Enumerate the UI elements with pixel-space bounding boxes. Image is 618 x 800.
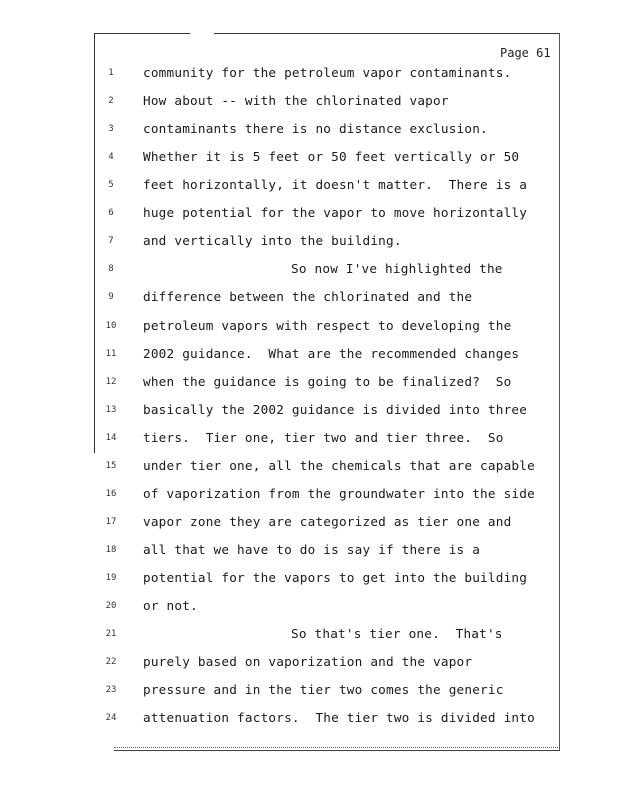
transcript-line [0,65,618,85]
line-number: 8 [108,264,114,275]
line-number: 11 [105,348,117,359]
border-top-right [214,33,560,34]
line-text: of vaporization from the groundwater into the side [143,485,535,501]
line-number: 17 [105,516,117,527]
line-text: potential for the vapors to get into the building [143,569,528,585]
line-text: contaminants there is no distance exclusion. [143,121,488,137]
line-text: So now I've highlighted the [291,261,503,277]
line-number: 16 [105,488,117,499]
transcript-line [0,402,618,422]
line-text: How about -- with the chlorinated vapor [143,93,449,108]
line-number: 15 [105,460,117,471]
line-number: 20 [105,601,117,611]
line-number: 14 [105,432,117,443]
line-number: 22 [105,657,117,668]
transcript-line [0,149,618,169]
line-number: 5 [108,180,114,191]
line-text: tiers. Tier one, tier two and tier three. So [143,429,504,445]
line-number: 2 [108,96,114,106]
transcript-line [0,626,618,646]
line-text: difference between the chlorinated and the [143,289,473,305]
line-number: 9 [108,292,114,303]
transcript-line [0,318,618,338]
line-number: 23 [105,685,117,696]
line-text: when the guidance is going to be finalized? So [143,373,512,389]
line-text: 2002 guidance. What are the recommended changes [143,345,520,361]
transcript-line [0,261,618,281]
transcript-line [0,542,618,562]
transcript-line [0,93,618,113]
transcript-line [0,654,618,674]
line-number: 3 [108,124,114,135]
transcript-line [0,570,618,590]
line-number: 7 [108,236,114,247]
line-number: 21 [105,629,117,639]
line-text: vapor zone they are categorized as tier one and [143,513,512,529]
page-number: Page 61 [500,46,551,60]
line-text: community for the petroleum vapor contaminants. [143,65,512,80]
transcript-line [0,121,618,141]
line-number: 10 [105,320,117,331]
transcript-line [0,458,618,478]
transcript-line [0,514,618,534]
transcript-line [0,233,618,253]
line-text: feet horizontally, it doesn't matter. There is a [143,177,528,193]
line-number: 19 [105,572,117,583]
transcript-line [0,177,618,197]
line-number: 12 [105,376,117,387]
line-text: huge potential for the vapor to move horizontally [143,205,528,221]
line-text: or not. [143,598,198,613]
line-text: So that's tier one. That's [291,626,503,641]
transcript-line [0,430,618,450]
line-text: purely based on vaporization and the vapor [143,654,473,670]
transcript-line [0,205,618,225]
line-number: 4 [108,152,114,163]
line-text: basically the 2002 guidance is divided into three [143,401,528,417]
line-number: 13 [105,404,117,415]
line-number: 18 [105,544,117,555]
border-top-left [94,33,190,34]
line-number: 24 [105,713,117,724]
transcript-line [0,346,618,366]
line-text: Whether it is 5 feet or 50 feet vertically or 50 [143,149,520,165]
transcript-line [0,289,618,309]
line-text: and vertically into the building. [143,233,402,249]
line-text: pressure and in the tier two comes the generic [143,682,504,698]
line-text: all that we have to do is say if there is a [143,541,481,557]
transcript-line [0,682,618,702]
transcript-line [0,710,618,730]
border-bottom [114,747,560,751]
transcript-line [0,486,618,506]
line-text: petroleum vapors with respect to developing the [143,317,512,333]
transcript-line [0,598,618,618]
line-text: attenuation factors. The tier two is divided into [143,710,535,726]
line-number: 1 [108,68,114,78]
line-number: 6 [108,208,114,219]
transcript-line [0,374,618,394]
line-text: under tier one, all the chemicals that are capable [143,457,535,473]
